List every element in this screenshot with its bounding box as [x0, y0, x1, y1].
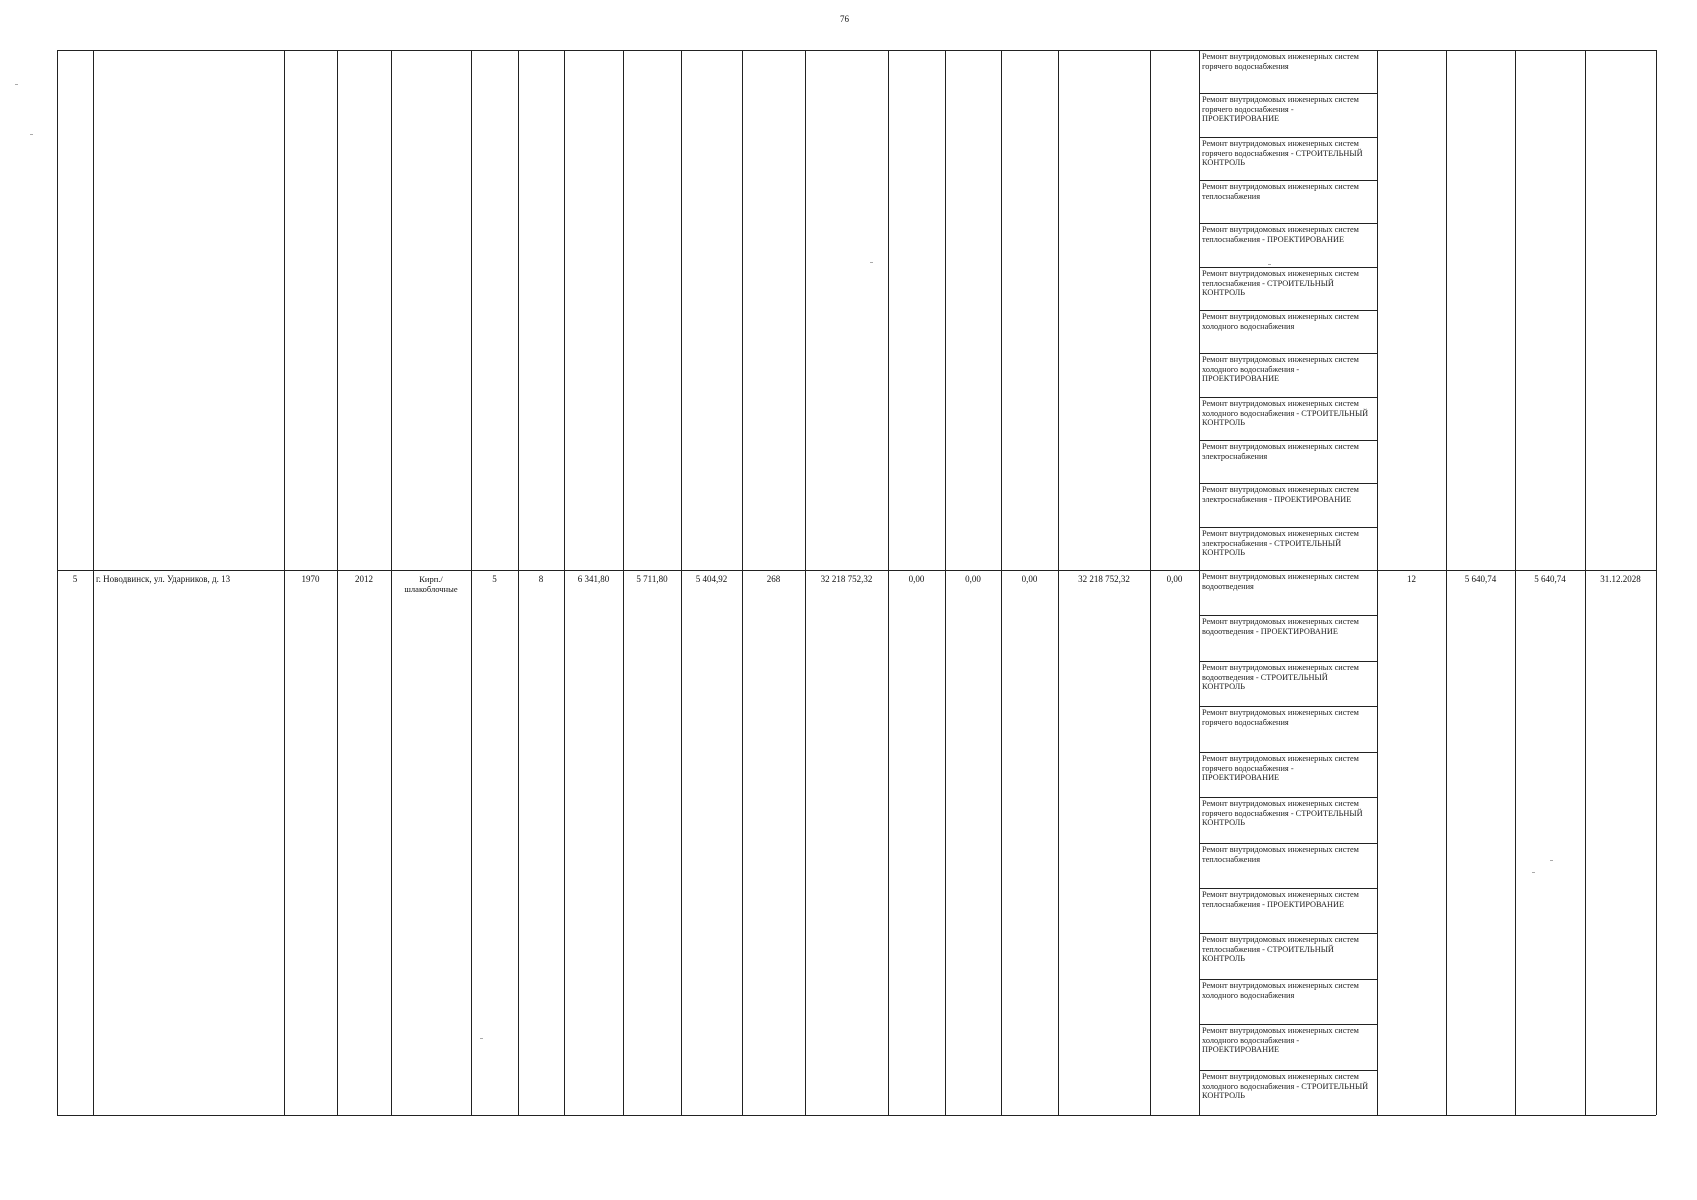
table-column-border	[1150, 50, 1151, 1115]
work-cell-border	[1199, 706, 1377, 707]
bottom-block-work-item: Ремонт внутридомовых инженерных систем холодного водоснабжения - ПРОЕКТИРОВАНИЕ	[1202, 1026, 1359, 1055]
work-cell-border	[1199, 137, 1377, 138]
top-block-work-item: Ремонт внутридомовых инженерных систем холодного водоснабжения	[1202, 312, 1359, 331]
row-cell-address: г. Новодвинск, ул. Ударников, д. 13	[96, 574, 231, 584]
row-cell-cost-owners: 32 218 752,32	[1078, 574, 1130, 584]
bottom-block-work-item: Ремонт внутридомовых инженерных систем водоотведения	[1202, 572, 1359, 591]
table-column-border	[564, 50, 565, 1115]
top-block-work-item: Ремонт внутридомовых инженерных систем электроснабжения - СТРОИТЕЛЬНЫЙ КОНТРОЛЬ	[1202, 529, 1359, 558]
row-cell-floors: 5	[492, 574, 497, 584]
table-row-border	[57, 570, 1656, 571]
row-cell-cost-federal: 0,00	[908, 574, 925, 584]
bottom-block-work-item: Ремонт внутридомовых инженерных систем горячего водоснабжения - СТРОИТЕЛЬНЫЙ КОНТРОЛЬ	[1202, 799, 1363, 828]
table-column-border	[93, 50, 94, 1115]
work-cell-border	[1199, 615, 1377, 616]
table-column-border	[337, 50, 338, 1115]
row-cell-cost-local: 0,00	[1021, 574, 1038, 584]
table-column-border	[518, 50, 519, 1115]
row-cell-year-overhaul: 2012	[355, 574, 373, 584]
row-cell-unit-cost: 5 640,74	[1464, 574, 1497, 584]
row-cell-wall-material: Кирп./ шлакоблочные	[404, 574, 458, 594]
bottom-block-work-item: Ремонт внутридомовых инженерных систем холодного водоснабжения	[1202, 981, 1359, 1000]
scan-speck	[30, 134, 33, 135]
bottom-block-work-item: Ремонт внутридомовых инженерных систем водоотведения - СТРОИТЕЛЬНЫЙ КОНТРОЛЬ	[1202, 663, 1359, 692]
top-block-work-item: Ремонт внутридомовых инженерных систем холодного водоснабжения - СТРОИТЕЛЬНЫЙ КОНТРОЛЬ	[1202, 399, 1369, 428]
work-cell-border	[1199, 483, 1377, 484]
bottom-block-work-item: Ремонт внутридомовых инженерных систем холодного водоснабжения - СТРОИТЕЛЬНЫЙ КОНТРОЛЬ	[1202, 1072, 1369, 1101]
work-cell-border	[1199, 180, 1377, 181]
row-cell-max-unit-cost: 5 640,74	[1534, 574, 1566, 584]
work-cell-border	[1199, 797, 1377, 798]
row-cell-total-area: 6 341,80	[577, 574, 610, 584]
work-cell-border	[1199, 843, 1377, 844]
table-column-border	[681, 50, 682, 1115]
work-cell-border	[1199, 397, 1377, 398]
work-cell-border	[1199, 752, 1377, 753]
table-column-border	[284, 50, 285, 1115]
work-cell-border	[1199, 933, 1377, 934]
top-block-work-item: Ремонт внутридомовых инженерных систем горячего водоснабжения - ПРОЕКТИРОВАНИЕ	[1202, 95, 1359, 124]
work-cell-border	[1199, 888, 1377, 889]
row-cell-residents: 268	[766, 574, 781, 584]
top-block-work-item: Ремонт внутридомовых инженерных систем электроснабжения	[1202, 442, 1359, 461]
top-block-work-item: Ремонт внутридомовых инженерных систем электроснабжения - ПРОЕКТИРОВАНИЕ	[1202, 485, 1359, 504]
scan-speck	[15, 84, 18, 85]
bottom-block-work-item: Ремонт внутридомовых инженерных систем теплоснабжения - СТРОИТЕЛЬНЫЙ КОНТРОЛЬ	[1202, 935, 1359, 964]
table-column-border	[1585, 50, 1586, 1115]
row-cell-term: 12	[1407, 574, 1416, 584]
bottom-block-work-item: Ремонт внутридомовых инженерных систем горячего водоснабжения	[1202, 708, 1359, 727]
bottom-block-work-item: Ремонт внутридомовых инженерных систем горячего водоснабжения - ПРОЕКТИРОВАНИЕ	[1202, 754, 1359, 783]
row-cell-cost-other: 0,00	[1166, 574, 1183, 584]
table-column-border	[1058, 50, 1059, 1115]
table-column-border	[1656, 50, 1657, 1115]
bottom-block-work-item: Ремонт внутридомовых инженерных систем водоотведения - ПРОЕКТИРОВАНИЕ	[1202, 617, 1359, 636]
row-cell-area-premises: 5 711,80	[636, 574, 668, 584]
row-cell-cost-regional: 0,00	[965, 574, 981, 584]
work-cell-border	[1199, 661, 1377, 662]
row-cell-cost-total: 32 218 752,32	[820, 574, 873, 584]
row-cell-num: 5	[72, 574, 78, 584]
work-cell-border	[1199, 1024, 1377, 1025]
work-cell-border	[1199, 267, 1377, 268]
table-column-border	[623, 50, 624, 1115]
table-top-border	[57, 50, 1656, 51]
work-cell-border	[1199, 223, 1377, 224]
top-block-work-item: Ремонт внутридомовых инженерных систем холодного водоснабжения - ПРОЕКТИРОВАНИЕ	[1202, 355, 1359, 384]
table-column-border	[1199, 50, 1200, 1115]
scan-speck	[1550, 860, 1553, 861]
scan-speck	[1532, 872, 1535, 873]
table-column-border	[805, 50, 806, 1115]
table-column-border	[742, 50, 743, 1115]
work-cell-border	[1199, 979, 1377, 980]
work-cell-border	[1199, 310, 1377, 311]
top-block-work-item: Ремонт внутридомовых инженерных систем теплоснабжения - СТРОИТЕЛЬНЫЙ КОНТРОЛЬ	[1202, 269, 1359, 298]
row-cell-entrances: 8	[538, 574, 544, 584]
top-block-work-item: Ремонт внутридомовых инженерных систем теплоснабжения	[1202, 182, 1359, 201]
bottom-block-work-item: Ремонт внутридомовых инженерных систем теплоснабжения	[1202, 845, 1359, 864]
table-bottom-border	[57, 1115, 1656, 1116]
row-cell-deadline: 31.12.2028	[1600, 574, 1641, 584]
row-cell-year-built: 1970	[301, 574, 320, 584]
row-cell-area-residential: 5 404,92	[695, 574, 728, 584]
scan-speck	[870, 262, 873, 263]
table-column-border	[888, 50, 889, 1115]
work-cell-border	[1199, 440, 1377, 441]
table-column-border	[471, 50, 472, 1115]
table-column-border	[1446, 50, 1447, 1115]
work-cell-border	[1199, 1070, 1377, 1071]
table-column-border	[1377, 50, 1378, 1115]
table-column-border	[1001, 50, 1002, 1115]
top-block-work-item: Ремонт внутридомовых инженерных систем горячего водоснабжения	[1202, 52, 1359, 71]
work-cell-border	[1199, 93, 1377, 94]
scan-speck	[480, 1038, 483, 1039]
top-block-work-item: Ремонт внутридомовых инженерных систем горячего водоснабжения - СТРОИТЕЛЬНЫЙ КОНТРОЛЬ	[1202, 139, 1363, 168]
table-column-border	[57, 50, 58, 1115]
work-cell-border	[1199, 527, 1377, 528]
scan-speck	[1268, 264, 1271, 265]
table-column-border	[1515, 50, 1516, 1115]
table-column-border	[945, 50, 946, 1115]
top-block-work-item: Ремонт внутридомовых инженерных систем теплоснабжения - ПРОЕКТИРОВАНИЕ	[1202, 225, 1359, 244]
work-cell-border	[1199, 353, 1377, 354]
page-number: 76	[840, 14, 849, 24]
table-column-border	[391, 50, 392, 1115]
bottom-block-work-item: Ремонт внутридомовых инженерных систем теплоснабжения - ПРОЕКТИРОВАНИЕ	[1202, 890, 1359, 909]
